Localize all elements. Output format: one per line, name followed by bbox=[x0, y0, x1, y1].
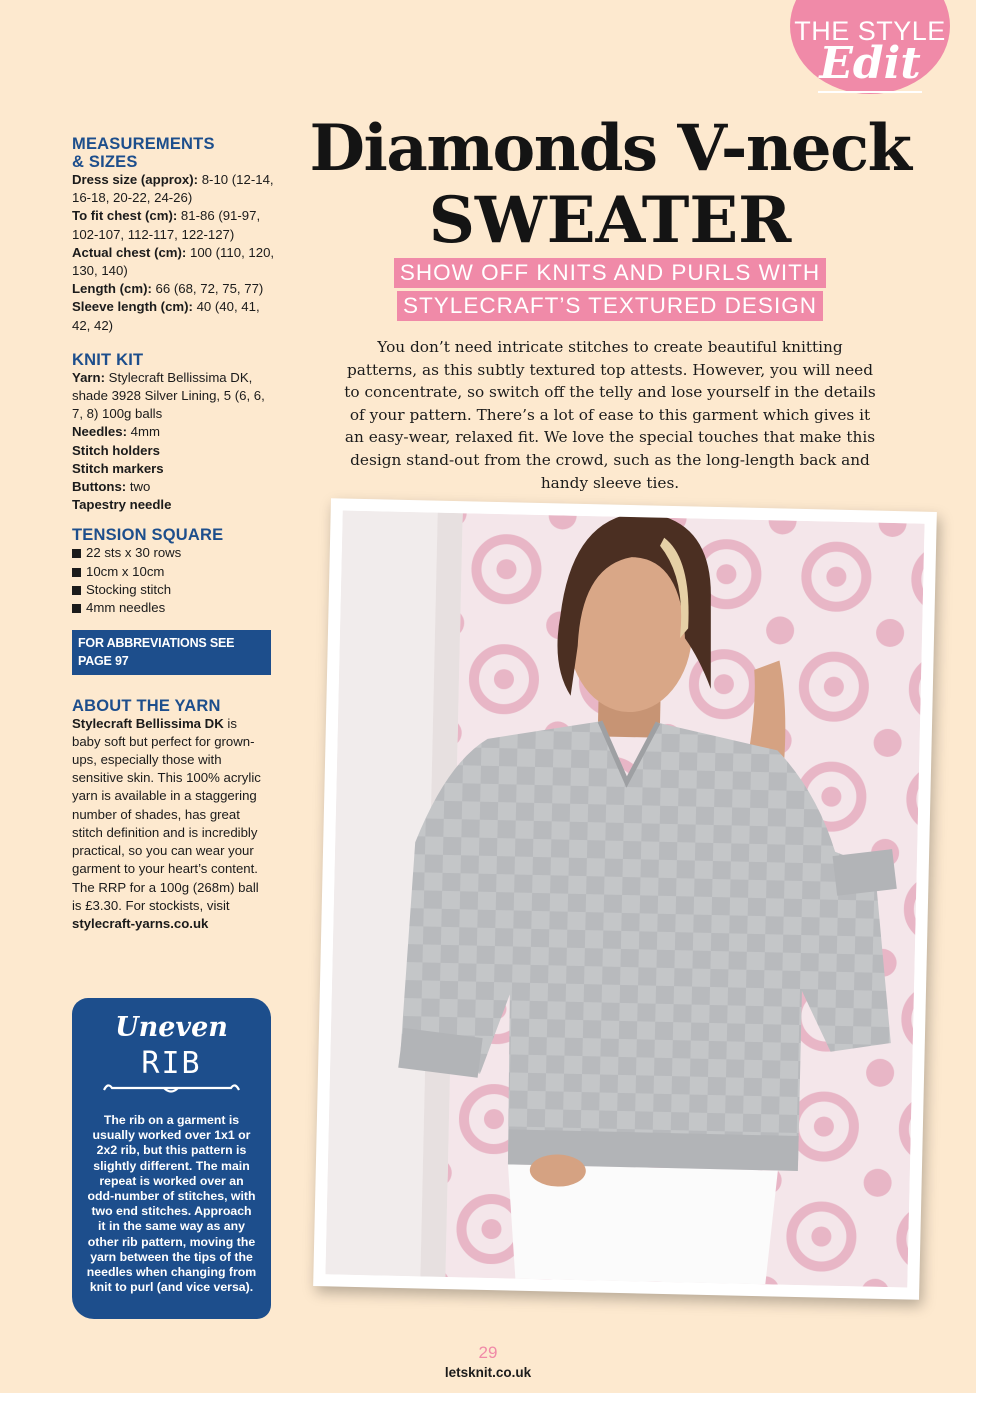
rib-box-title1: Uneven bbox=[115, 1012, 228, 1043]
page-number: 29 bbox=[478, 1343, 498, 1362]
tension-heading: TENSION SQUARE bbox=[72, 526, 224, 545]
tension-list bbox=[72, 544, 277, 617]
sweater-photo-illustration bbox=[325, 510, 924, 1287]
measurements-heading: MEASUREMENTS & SIZES bbox=[72, 135, 215, 171]
kit-needles: Needles: 4mm bbox=[72, 424, 160, 440]
strapline bbox=[300, 258, 920, 324]
list-item: 4mm needles bbox=[72, 599, 277, 617]
intro-paragraph: You don’t need intricate stitches to create beautiful knitting patterns, as this subtly textured top attests. However, you will need to concentrate, so switch off the telly and lose yourself in the details of your pattern. There’s a lot of ease to this garment which gives it an easy-wear, relaxed fit. We love the special touches that make this design stand-out from the crowd, such as the long-length back and handy sleeve ties. bbox=[344, 338, 876, 492]
kit-yarn: Yarn: Stylecraft Bellissima DK, shade 3928 Silver Lining, 5 (6, 6, 7, 8) 100g balls bbox=[72, 369, 265, 422]
list-item: 22 sts x 30 rows bbox=[72, 544, 277, 562]
style-edit-badge bbox=[790, 0, 950, 94]
measure-row: To fit chest (cm): 81-86 (91-97, 102-107, 112-117, 122-127) bbox=[72, 208, 261, 242]
kit-stitch-holders: Stitch holders bbox=[72, 442, 160, 458]
list-item: Stocking stitch bbox=[72, 581, 277, 599]
site-url[interactable]: letsknit.co.uk bbox=[444, 1365, 532, 1380]
title-line1: Diamonds V-neck bbox=[309, 111, 911, 186]
strap-line2: STYLECRAFT’S TEXTURED DESIGN bbox=[397, 291, 823, 321]
about-yarn-heading: ABOUT THE YARN bbox=[72, 696, 221, 715]
measure-row: Dress size (approx): 8-10 (12-14, 16-18, 20-22, 24-26) bbox=[72, 172, 274, 206]
model-photo bbox=[313, 498, 937, 1300]
sidebar bbox=[72, 135, 277, 933]
page-title bbox=[300, 112, 920, 256]
measure-row: Sleeve length (cm): 40 (40, 41, 42, 42) bbox=[72, 299, 260, 333]
kit-buttons: Buttons: two bbox=[72, 479, 151, 495]
title-line2: SWEATER bbox=[428, 183, 792, 258]
knit-kit-heading: KNIT KIT bbox=[72, 350, 144, 369]
badge-line1: THE STYLE bbox=[794, 16, 946, 46]
kit-tapestry: Tapestry needle bbox=[72, 497, 172, 513]
abbreviations-banner: FOR ABBREVIATIONS SEE PAGE 97 bbox=[72, 630, 271, 674]
list-item: 10cm x 10cm bbox=[72, 563, 277, 581]
rib-box-title2: RIB bbox=[141, 1046, 202, 1081]
about-yarn-text: Stylecraft Bellissima DK is baby soft but perfect for grown-ups, especially those with sensitive skin. This 100% acrylic yarn is available in a staggering number of shades, has great stitch definition and is incredibly practical, so you can wear your garment to your heart’s content. The RRP for a 100g (268m) ball is £3.30. For stockists, visit stylecraft-yarns.co.uk bbox=[72, 715, 261, 931]
rib-box-text: The rib on a garment is usually worked over 1x1 or 2x2 rib, but this pattern is slightly different. The main repeat is worked over an odd-number of stitches, with two end stitches. Approach it in the same way as any other rib pattern, moving the yarn between the tips of the needles when changing from knit to purl (and vice versa). bbox=[86, 1113, 257, 1295]
measure-row: Length (cm): 66 (68, 72, 75, 77) bbox=[72, 281, 264, 297]
measure-row: Actual chest (cm): 100 (110, 120, 130, 140) bbox=[72, 244, 275, 279]
strap-line1: SHOW OFF KNITS AND PURLS WITH bbox=[394, 258, 826, 288]
flourish-icon bbox=[102, 1080, 241, 1096]
uneven-rib-box bbox=[72, 998, 271, 1319]
badge-line2: Edit bbox=[819, 38, 921, 89]
stockist-link[interactable]: stylecraft-yarns.co.uk bbox=[72, 915, 209, 931]
badge-rule bbox=[818, 91, 922, 93]
kit-stitch-markers: Stitch markers bbox=[72, 460, 164, 476]
